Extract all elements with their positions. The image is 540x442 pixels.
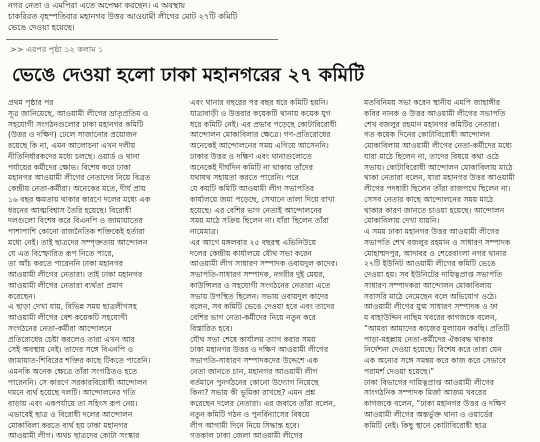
article-text-line: মতবিনিময় সভা করেন স্থানীয় এমপি জাহাঙ্গীর xyxy=(364,98,501,107)
article-text-line: যে কয়টি কমিটি আওয়ামী লীগ সভাপতির xyxy=(190,184,315,193)
article-text-line: আওয়ামী লীগের নেতারা। তাই ঢাকা মহানগর xyxy=(8,270,143,279)
top-text-line: চাকরিরত বৃহস্পতিবার মহানগর উত্তর আওয়ামী লীগের মোট ২৭টি কমিটি xyxy=(8,12,238,21)
article-text-line: কার্যালয়ে জমা পড়েছে, সেখানে তালা দিয়ে রাখা xyxy=(190,194,335,204)
article-text-line: কেন্দ্রীয় নেতা-কর্মীরা। অনেকের মতে, দীর্ঘ প্রায় xyxy=(8,184,146,193)
article-text-line: ঢাকার উত্তর ও দক্ষিণ এবং থানাগুলোতে xyxy=(190,151,312,161)
article-text-line: এ সময় ঢাকা মহানগর উত্তর আওয়ামী লীগের xyxy=(364,227,500,236)
article-text-line: অনেকেই দীর্ঘদিন কমিটি না থাকায় তাঁদের xyxy=(190,162,314,172)
article-text-line: তা আঁচ করতে পারেননি ঢাকা মহানগর xyxy=(8,259,124,269)
article-text-line: কাউন্সিলর ও সহযোগী সংগঠনের নেতারা এতে xyxy=(190,280,331,290)
article-text-line: আওয়ামী লীগের অন্তর্ভুক্ত থানা ও ওয়ার্ডের xyxy=(364,409,493,419)
article-text-line: দলগুলো বিশেষ করে বিএনপি ও জামায়াতের xyxy=(8,216,143,226)
article-text-line: লীগ আগামী দিনে নিয়ে সিদ্ধান্ত হবে। xyxy=(190,420,300,430)
article-text-line: অনেকেই আন্দোলনের সময় এগিয়ে আসেননি। xyxy=(190,141,329,150)
article-text-line: কাগজকে বলেন, “ঢাকা মহানগর উত্তর ও দক্ষিণ xyxy=(364,399,507,408)
article-text-line: কমিটি নেই। কিছু স্থানে কোটাবিরোধী ছাত্র xyxy=(364,420,487,430)
article-text-line: পারেননি। সে কারণে সরকারবিরোধী আন্দোলন xyxy=(8,377,148,387)
top-text-line: নগর নেতা ও এমপিরা এতে অপেক্ষা করছেন। এ অবস্থায় xyxy=(8,1,186,10)
article-text-line: মোকাবিলায় আওয়ামী লীগের নেতা-কর্মীদের মধ্যে xyxy=(364,141,512,150)
article-text-line: রয়েছে কি না, এমন আলোচনা এখন দলীয় xyxy=(8,141,136,150)
article-text-line: পর্যায়ের কর্মীদের ক্ষোভ। বিশেষ করে ঢাকা xyxy=(8,162,131,172)
article-text-line: শেখ বজলুর রহমান মহানগর কমিটির নেতারা। xyxy=(364,119,500,129)
article-text-line: আওয়ামী লীগ সাধারণ সম্পাদক ওবায়দুল কাদের। xyxy=(190,259,338,269)
article-text-line: প্রথম পৃষ্ঠার পর xyxy=(8,98,54,107)
article-text-line: কবির নানক ও উত্তর আওয়ামী লীগের সভাপতি xyxy=(364,108,506,118)
article-text-line: আওয়ামী লীগের বেশ কয়েকটি সহযোগী xyxy=(8,313,128,322)
article-text-line: পরামর্শ দেওয়া হয়েছে।” xyxy=(364,366,435,376)
article-text-line: যাত্রাবাড়ী ও উত্তরার কয়েকটি থানায় কয়েক যুগ xyxy=(190,108,331,118)
article-text-line: বেশির ভাগ নেতা-কর্মীদের নিয়ে নতুন করে xyxy=(190,313,316,322)
article-column-2 xyxy=(190,98,353,442)
article-text-line: নতুন কমিটি গঠন ও পুনর্বিন্যাসের বিষয়ে xyxy=(190,409,310,419)
article-text-line: নীতিনির্ধারকদের মধ্যে চলছে। ওয়ার্ড ও থানা xyxy=(8,151,140,161)
article-text-line: সভাপতি-সাধারণ সম্পাদক, নগরীর দুই মেয়র, xyxy=(190,270,325,279)
article-text-line: জামায়াত-শিবিরের শক্তির কাছে টিকতে পারেনি। xyxy=(8,356,151,365)
section-divider xyxy=(6,39,278,40)
article-text-line: মোহাম্মদপুর, আদাবর ও শেরেবাংলা নগর থানার xyxy=(364,248,507,258)
article-text-line: সভায় উপস্থিত ছিলেন। সভায় ওবায়দুল কাদের xyxy=(190,291,329,301)
article-text-line: এ ছাড়া দেখা যায়, বিভিন্ন সময় ছাত্রলীগসহ xyxy=(8,302,137,312)
article-text-line: বাড়ায় এবং একপর্যায়ে তা সহিংস রূপ নেয়। xyxy=(8,399,138,408)
article-text-line: যৌথ সভা শেষে কার্যালয় ত্যাগ করার সময় xyxy=(190,334,316,344)
article-text-line: সংগঠনের নেতা-কর্মীরা আন্দোলনে xyxy=(8,323,112,333)
article-text-line: ঢাকা বিভাগের দায়িত্বপ্রাপ্ত আওয়ামী লীগের xyxy=(364,377,495,387)
article-text-line: প্রতিরোধের চেষ্টা করলেও তারা এখন আর xyxy=(8,334,135,344)
article-text-line: সভায়। কোটাবিরোধী আন্দোলন মোকাবিলায় মাঠে xyxy=(364,162,513,172)
article-text-line: ২৭টি ইউনিট আওয়ামী লীগের কমিটি ভেঙে xyxy=(364,259,496,269)
top-text-line: ভেঙে দেওয়া হয়েছে। xyxy=(8,23,75,32)
article-text-line: যে এত বিস্ফোরিত রূপ নিতে পারে, xyxy=(8,248,114,258)
article-text-line: বর্তমানে পুনর্গঠনের কোনো উদ্যোগ নিয়েছে xyxy=(190,377,319,387)
article-text-line: সরাসরি মাঠে নেমেছেন বলে অভিযোগ ওঠে। xyxy=(364,291,497,301)
article-text-line: পাড়া-মহল্লায় নেতা-কর্মীদের ঐক্যবদ্ধ থাকার xyxy=(364,334,493,344)
article-text-line: এমনকি অনেক ক্ষেত্রে তাঁরা সংগঠিতও হতে xyxy=(8,366,138,376)
article-text-line: আওয়ামী লীগ। অথচ ছাত্রদের কোটা সংস্কার xyxy=(8,431,140,441)
article-text-line: দেওয়া হয়। সব ইউনিটের দায়িত্বপ্রাপ্ত সভাপতি xyxy=(364,270,503,279)
article-text-line: মধ্যে নেই। তাই ছাত্রদের সম্পৃক্ততায় আন্দোলন xyxy=(8,237,148,247)
article-text-line: ধরনের আত্মবিশ্বাস তৈরি হয়েছে। বিরোধী xyxy=(8,205,132,215)
article-text-line: দলের কেন্দ্রীয় কার্যালয়ে যৌথ সভা করেন xyxy=(190,248,312,258)
article-text-line: থাকার কারণ জানতে চাওয়া হয়েছে। আন্দোলন xyxy=(364,205,505,215)
article-text-line: সেই অবস্থায় নেই। তাদের সঙ্গে বিএনপি ও xyxy=(8,345,134,355)
article-text-line: হয়েছে। এর বেশির ভাগ নেতাই আন্দোলনের xyxy=(190,205,322,215)
article-text-line: সাংগঠনিক সম্পাদক মির্জা আজম খবরের xyxy=(364,388,487,398)
article-text-line: সময় মাঠে সক্রিয় ছিলেন না। যাঁরা ছিলেন তাঁরা xyxy=(190,216,329,226)
article-text-line: আওয়ামী লীগের নেতারা ব্যর্থতা প্রমাণ xyxy=(8,280,124,290)
article-text-line: বলেন, সব কমিটি ভেঙে দেওয়া হবে এবং তাদের xyxy=(190,302,335,312)
article-text-line: এর আগে মঙ্গলবার ২৫ বছরস্থ এভিনিউয়ে xyxy=(190,237,317,247)
article-text-line: সভাপতি-সাধারণ সম্পাদকদের উদ্দেশে এক xyxy=(190,356,319,365)
article-text-line: মোকাবিলা করতে ব্যর্থ হয় ঢাকা মহানগর xyxy=(8,420,128,430)
article-text-line: আওয়ামী লীগের যুগ্ম সাধারণ সম্পাদক ও ফা xyxy=(364,302,498,312)
article-text-line: এভাবেই ছাত্র ও বিরোধী দলের আন্দোলন xyxy=(8,409,133,419)
article-text-line: ধরে কমিটি নেই। এর প্রভাব পড়েছে কোটাবিরোধী xyxy=(190,119,337,129)
article-text-line: ম বাহাউদ্দিন নাছিম খবরের কাগজকে বলেন, xyxy=(364,313,498,322)
article-text-line: ঢাকা মহানগর উত্তর ও দক্ষিণ আওয়ামী লীগের xyxy=(190,345,329,355)
article-headline: ভেঙে দেওয়া হলো ঢাকা মহানগরের ২৭ কমিটি xyxy=(12,64,364,86)
article-text-line: কিনা? সভায় কী ভূমিকা রাখছে? এমন প্রশ্ন xyxy=(190,388,316,398)
article-text-line: নেতা জানতে চান, মহানগর আওয়ামী লীগ xyxy=(190,366,318,376)
article-text-line: সহযোগী সংগঠনগুলোর ঢাকা মহানগর কমিটি xyxy=(8,119,144,129)
article-text-line: গতকাল ঢাকা জেলা আওয়ামী লীগের xyxy=(190,431,303,441)
article-text-line: নির্দেশনা দেওয়া হয়েছে। বিশেষ করে তারা যেন xyxy=(364,345,502,355)
article-text-line: যারা মাঠে ছিলেন না, তাদের বিষয়ে কথা ওঠে xyxy=(364,151,499,161)
article-text-line: যথাযথ সহায়তা করতে পারেনি। পরে xyxy=(190,173,299,183)
article-text-line: গত কয়েক দিনের কোটাবিরোধী আন্দোলন xyxy=(364,130,490,140)
continuation-note: >> এরপর পৃষ্ঠা ১২ কলাম ১ xyxy=(10,45,104,54)
article-text-line: এক অন্যের সঙ্গে সমন্বয় করে কাজ করে সেভাবে xyxy=(364,356,506,365)
article-text-line: এবং থানার বছরের পর বছর ধরে কমিটি হয়নি। xyxy=(190,98,329,107)
article-column-1 xyxy=(8,98,178,442)
article-text-line: আন্দোলন মোকাবিলার ক্ষেত্রে। গণ-প্রতিরোধের xyxy=(190,130,331,140)
article-column-3 xyxy=(364,98,534,431)
article-text-line: মোকাবিলায় দেখা যায়নি। xyxy=(364,216,440,226)
article-text-line: “আমরা আমাদের কাজের মূল্যায়ন করছি। প্রতিটি xyxy=(364,323,510,333)
article-text-line: নামেমাত্র। xyxy=(190,227,219,236)
article-text-line: (উত্তর ও দক্ষিণ) ঢেলে সাজানোর প্রয়োজন xyxy=(8,130,137,140)
article-text-line: থাকা নেতারা বলেন, যারা মহানগর উত্তর আওয়ামী xyxy=(364,173,515,183)
article-text-line: মহানগর আওয়ামী লীগের নেতাদের নিয়ে বিব্রত xyxy=(8,173,151,183)
article-text-line: সাধারণ সম্পাদকরা আন্দোলন মোকাবিলায় xyxy=(364,280,492,290)
article-text-line: পাশাপাশি কোনো রাজনৈতিক শক্তিকেই হর্তারা xyxy=(8,227,145,236)
previous-article-tail xyxy=(8,0,270,33)
article-text-line: দমনে ব্যর্থ হয়েছে দলটি। আন্দোলনের গতি xyxy=(8,388,136,398)
article-text-line: সভাপতি শেখ বজলুর রহমান ও সাধারণ সম্পাদক xyxy=(364,237,511,247)
article-text-line: করেছেন দলের নেতারা। এর জবাবে তাঁরা বলেন, xyxy=(190,399,336,408)
article-text-line: করেছেন। xyxy=(8,291,36,301)
article-text-line: বিস্তারিত হবে। xyxy=(190,323,233,333)
article-text-line: সেসব নেতার কাছে আন্দোলনের সময় মাঠে xyxy=(364,194,494,204)
article-text-line: লীগের পদধারী ছিলেন তাঁরা রাজপথে ছিলেন না। xyxy=(364,184,511,193)
article-text-line: ১৬ বছর ক্ষমতায় থাকার কারণে দলের মধ্যে এক xyxy=(8,194,151,204)
article-text-line: সূত্র জানিয়েছে, আওয়ামী লীগের ভ্রাতৃপ্রতিম ও xyxy=(8,108,149,118)
